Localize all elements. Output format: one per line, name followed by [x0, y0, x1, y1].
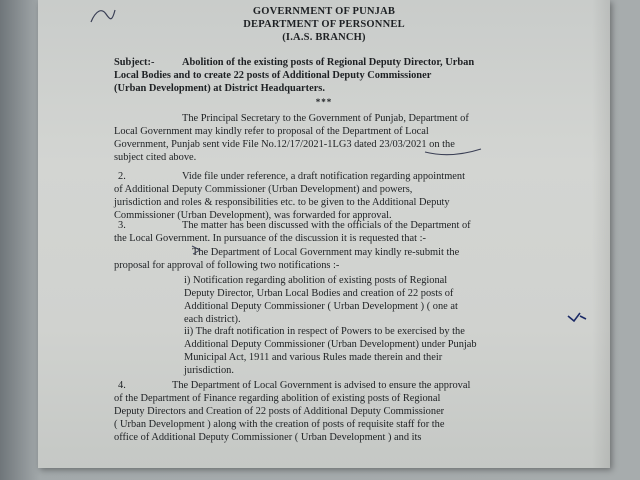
subject-line: Local Bodies and to create 22 posts of Additional Deputy Commissioner [114, 70, 432, 81]
para2-number: 2. [118, 171, 126, 182]
para4-line: The Department of Local Government is advised to ensure the approval [172, 380, 471, 391]
tick-mark [566, 310, 588, 324]
para2-line: Commissioner (Urban Development), was forwarded for approval. [114, 210, 392, 221]
para2-line: Vide file under reference, a draft notification regarding appointment [182, 171, 465, 182]
para4-line: of the Department of Finance regarding abolition of existing posts of Regional [114, 393, 441, 404]
para3-number: 3. [118, 220, 126, 231]
para3a-line: The Department of Local Government may kindly re-submit the [192, 247, 460, 258]
item-i-line: Additional Deputy Commissioner ( Urban Development ) ( one at [184, 301, 458, 312]
item-ii-line: Additional Deputy Commissioner (Urban Development) under Punjab [184, 339, 477, 350]
subject-line: (Urban Development) at District Headquarters. [114, 83, 325, 94]
document-page [38, 0, 610, 468]
item-ii-line: jurisdiction. [184, 365, 234, 376]
para1-line: Government, Punjab sent vide File No.12/17/2021-1LG3 dated 23/03/2021 on the [114, 139, 455, 150]
separator: *** [315, 97, 333, 107]
subject-line: Abolition of the existing posts of Regional Deputy Director, Urban [182, 57, 475, 68]
item-ii-line: ii) The draft notification in respect of Powers to be exercised by the [184, 326, 465, 337]
item-i-line: i) Notification regarding abolition of existing posts of Regional [184, 275, 448, 286]
item-ii-line: Municipal Act, 1911 and various Rules made therein and their [184, 352, 443, 363]
item-i-line: each district). [184, 314, 241, 325]
para1-line: The Principal Secretary to the Government of Punjab, Department of [182, 113, 469, 124]
para2-line: of Additional Deputy Commissioner (Urban Development) and powers, [114, 184, 413, 195]
header-department: DEPARTMENT OF PERSONNEL [243, 19, 405, 30]
para4-line: Deputy Directors and Creation of 22 posts of Additional Deputy Commissioner [114, 406, 445, 417]
header-branch: (I.A.S. BRANCH) [282, 32, 366, 43]
para3-line: the Local Government. In pursuance of the discussion it is requested that :- [114, 233, 426, 244]
subject-label: Subject:- [114, 57, 155, 68]
para2-line: jurisdiction and roles & responsibilities etc. to be given to the Additional Deputy [114, 197, 450, 208]
para4-line: office of Additional Deputy Commissioner ( Urban Development ) and its [114, 432, 422, 443]
para3-line: The matter has been discussed with the officials of the Department of [182, 220, 471, 231]
para4-number: 4. [118, 380, 126, 391]
para3a-line: proposal for approval of following two notifications :- [114, 260, 340, 271]
item-i-line: Deputy Director, Urban Local Bodies and creation of 22 posts of [184, 288, 454, 299]
para1-line: subject cited above. [114, 152, 197, 163]
para4-line: ( Urban Development ) along with the creation of posts of requisite staff for the [114, 419, 445, 430]
header-government: GOVERNMENT OF PUNJAB [252, 6, 396, 17]
para1-line: Local Government may kindly refer to proposal of the Department of Local [114, 126, 429, 137]
